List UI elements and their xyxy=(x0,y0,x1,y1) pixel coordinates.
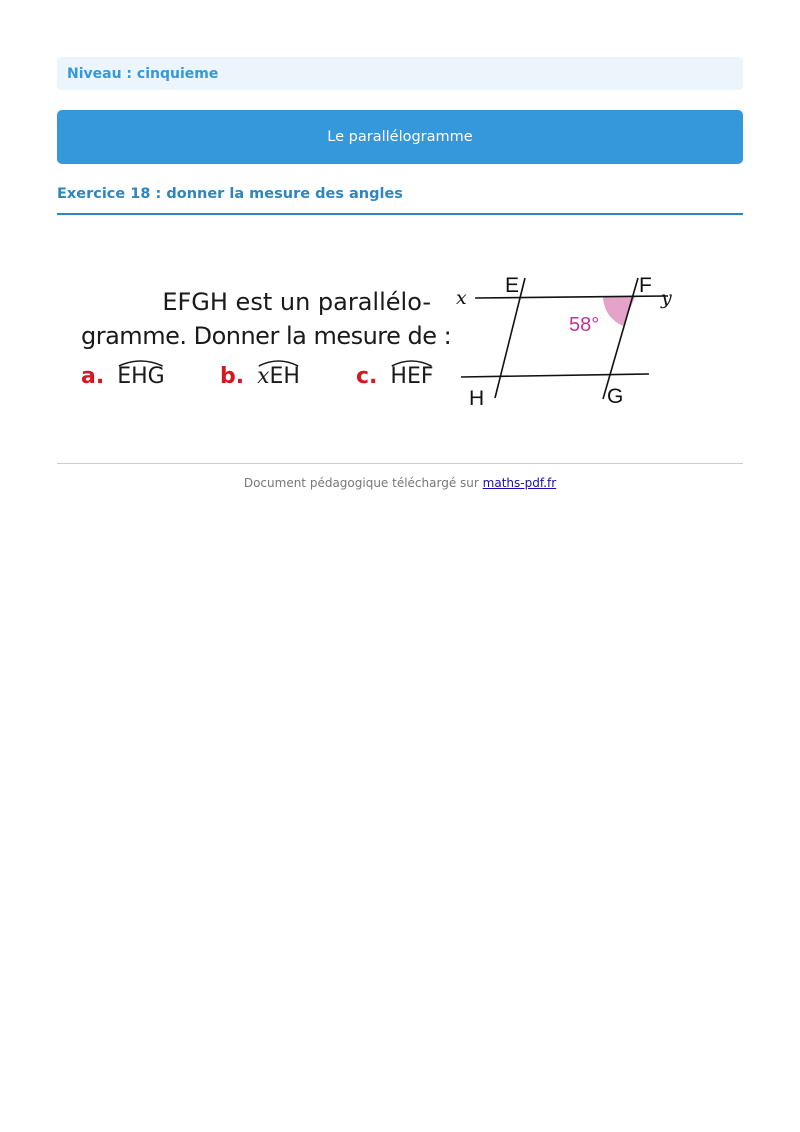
angle-notation xyxy=(390,364,433,389)
question-a xyxy=(81,364,165,389)
footer xyxy=(57,476,743,490)
level-text: Niveau : cinquieme xyxy=(67,65,219,82)
level-box xyxy=(57,57,743,90)
line-hg xyxy=(461,374,649,377)
problem-statement xyxy=(57,262,457,412)
label-e: E xyxy=(505,274,520,297)
problem-line-2: gramme. Donner la mesure de : xyxy=(81,322,452,350)
angle-notation xyxy=(257,364,300,389)
label-g: G xyxy=(607,385,624,408)
question-c xyxy=(356,364,434,389)
label-f: F xyxy=(639,274,652,297)
angle-name: EH xyxy=(269,364,300,389)
angle-hat-icon xyxy=(257,357,300,367)
angle-hat-icon xyxy=(390,357,433,367)
parallelogram-diagram xyxy=(453,268,703,408)
angle-name: HEF xyxy=(390,364,434,389)
angle-sector xyxy=(603,297,635,326)
question-label: a. xyxy=(81,364,105,389)
question-label: b. xyxy=(220,364,245,389)
angle-notation xyxy=(117,364,165,389)
problem-line-1: EFGH est un parallélo- xyxy=(162,288,431,316)
question-b xyxy=(220,364,300,389)
title-banner xyxy=(57,110,743,164)
label-y: y xyxy=(661,287,672,309)
label-h: H xyxy=(469,387,485,408)
angle-name: EHG xyxy=(117,364,165,389)
exercise-figure xyxy=(57,262,743,412)
angle-hat-icon xyxy=(117,357,165,367)
question-label: c. xyxy=(356,364,378,389)
footer-link[interactable]: maths-pdf.fr xyxy=(482,476,557,490)
label-x: x xyxy=(456,287,467,309)
footer-divider xyxy=(57,463,743,464)
angle-label: 58° xyxy=(569,314,600,336)
angle-prefix: x xyxy=(257,364,270,389)
page-title: Le parallélogramme xyxy=(327,129,473,145)
footer-text: Document pédagogique téléchargé sur xyxy=(243,476,479,490)
exercise-title: Exercice 18 : donner la mesure des angles xyxy=(57,186,743,215)
